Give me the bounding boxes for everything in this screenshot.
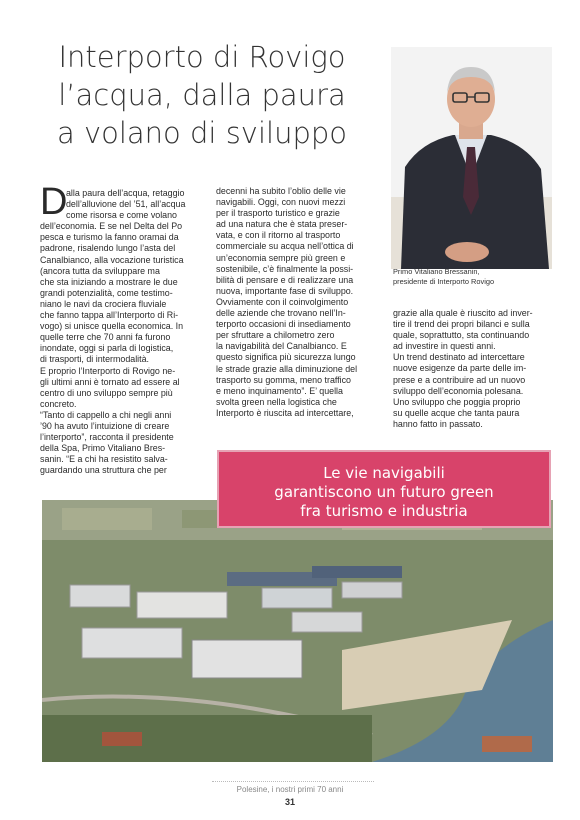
text-line: nuova, importante fase di sviluppo. (216, 285, 354, 296)
caption-line: Primo Vitaliano Bressanin, (393, 267, 480, 276)
text-line: “Tanto di cappello a chi negli anni (40, 409, 172, 420)
text-line: questo significa più sicurezza lungo (216, 352, 356, 363)
text-line: Uno sviluppo che poggia proprio (393, 396, 521, 407)
text-line: (ancora tutta da sviluppare ma (40, 265, 160, 276)
text-line: ’90 ha avuto l’intuizione di creare (40, 420, 170, 431)
text-line: dell’alluvione del ’51, all’acqua (66, 199, 186, 210)
text-line: tire il trend dei propri bilanci e sulla (393, 319, 530, 330)
text-line: quale, soprattutto, sta continuando (393, 330, 530, 341)
text-line: navigabili. Oggi, con nuovi mezzi (216, 197, 346, 208)
drop-cap: D (40, 181, 68, 223)
footer-text: Polesine, i nostri primi 70 anni (236, 785, 344, 794)
text-column-2 (216, 186, 388, 419)
quote-line: fra turismo e industria (300, 502, 468, 520)
caption-line: presidente di Interporto Rovigo (393, 277, 495, 286)
text-line: e meno inquinamento”. E’ quella (216, 385, 343, 396)
text-line: niano le navi da crociera fluviale (40, 298, 167, 309)
quote-line: Le vie navigabili (323, 464, 445, 482)
text-line: vata, e con il ritorno al trasporto (216, 230, 341, 241)
title-line: a volano di sviluppo (56, 116, 348, 150)
text-line: inondate, oggi si parla di logistica, (40, 343, 174, 354)
text-line: come risorsa e come volano (66, 210, 177, 221)
text-column-3 (393, 308, 561, 430)
text-line: per sfruttare a chilometro zero (216, 330, 335, 341)
footer-divider (212, 781, 374, 782)
text-line: che sta iniziando a mostrare le due (40, 276, 178, 287)
text-line: delle aziende che trovano nell’In- (216, 308, 346, 319)
text-line: centro di uno sviluppo sempre più (40, 387, 173, 398)
text-line: sviluppo dell’economia polesana. (393, 385, 524, 396)
text-line: che fanno tappa all’Interporto di Ri- (40, 310, 179, 321)
text-line: dell’economia. E se nel Delta del Po (40, 221, 183, 232)
text-line: svolta green nella logistica che (216, 396, 337, 407)
text-line: vogo) si unisce quella economica. In (40, 321, 184, 332)
pull-quote (217, 450, 551, 528)
text-line: nuove esigenze da parte delle im- (393, 363, 527, 374)
text-line: concreto. (40, 398, 77, 409)
text-line: terporto occasioni di insediamento (216, 319, 351, 330)
text-line: Un trend destinato ad intercettare (393, 352, 525, 363)
title-line: l’acqua, dalla paura (58, 78, 346, 112)
text-line: trasporto su gomma, meno traffico (216, 374, 351, 385)
text-line: sanin. “E a chi ha resistito salva- (40, 454, 168, 465)
text-line: ad investire in questi anni. (393, 341, 496, 352)
text-line: l’interporto”, racconta il presidente (40, 432, 174, 443)
quote-line: garantiscono un futuro green (274, 483, 494, 501)
text-line: Interporto è riuscita ad intercettare, (216, 407, 354, 418)
aerial-illustration (42, 500, 553, 762)
text-line: decenni ha subito l’oblio delle vie (216, 186, 346, 196)
article-title (22, 38, 382, 152)
text-line: guardando una struttura che per (40, 465, 167, 476)
text-line: Ovviamente con il coinvolgimento (216, 296, 349, 307)
text-line: di trasporti, di intermodalità. (40, 354, 150, 365)
text-line: grazie alla quale è riuscito ad inver- (393, 308, 533, 318)
text-line: la navigabilità del Canalbianco. E (216, 341, 347, 352)
text-line: gli ultimi anni è tornato ad essere al (40, 376, 180, 387)
text-line: grandi potenzialità, come testimo- (40, 287, 173, 298)
text-line: alla paura dell’acqua, retaggio (66, 188, 185, 198)
aerial-photo-interporto (42, 500, 553, 762)
text-line: della Spa, Primo Vitaliano Bres- (40, 443, 166, 454)
photo-caption (393, 267, 563, 287)
portrait-illustration (391, 47, 552, 269)
text-line: Canalbianco, alla vocazione turistica (40, 254, 184, 265)
text-line: E proprio l’Interporto di Rovigo ne- (40, 365, 176, 376)
text-line: quelle terre che 70 anni fa furono (40, 332, 171, 343)
text-line: commerciale su acqua nell’ottica di (216, 241, 354, 252)
text-line: padrone, risalendo lungo l’asta del (40, 243, 176, 254)
text-line: prese e a contribuire ad un nuovo (393, 374, 526, 385)
text-line: pesca e turismo la fanno oramai da (40, 232, 179, 243)
text-line: un’economia sempre più green e (216, 252, 346, 263)
text-line: su quelle acque che tanta paura (393, 407, 520, 418)
page-number: 31 (284, 797, 295, 807)
text-line: bilità di pensare e di realizzare una (216, 274, 354, 285)
text-line: sostenibile, c’è finalmente la possi- (216, 263, 354, 274)
portrait-photo (391, 47, 552, 269)
text-line: hanno fatto in passato. (393, 418, 483, 429)
text-line: le strade grazie alla diminuzione del (216, 363, 358, 374)
text-line: per il trasporto turistico e grazie (216, 208, 340, 219)
text-column-1 (40, 188, 212, 476)
title-line: Interporto di Rovigo (58, 40, 346, 74)
text-line: ad una natura che è stata preser- (216, 219, 348, 230)
